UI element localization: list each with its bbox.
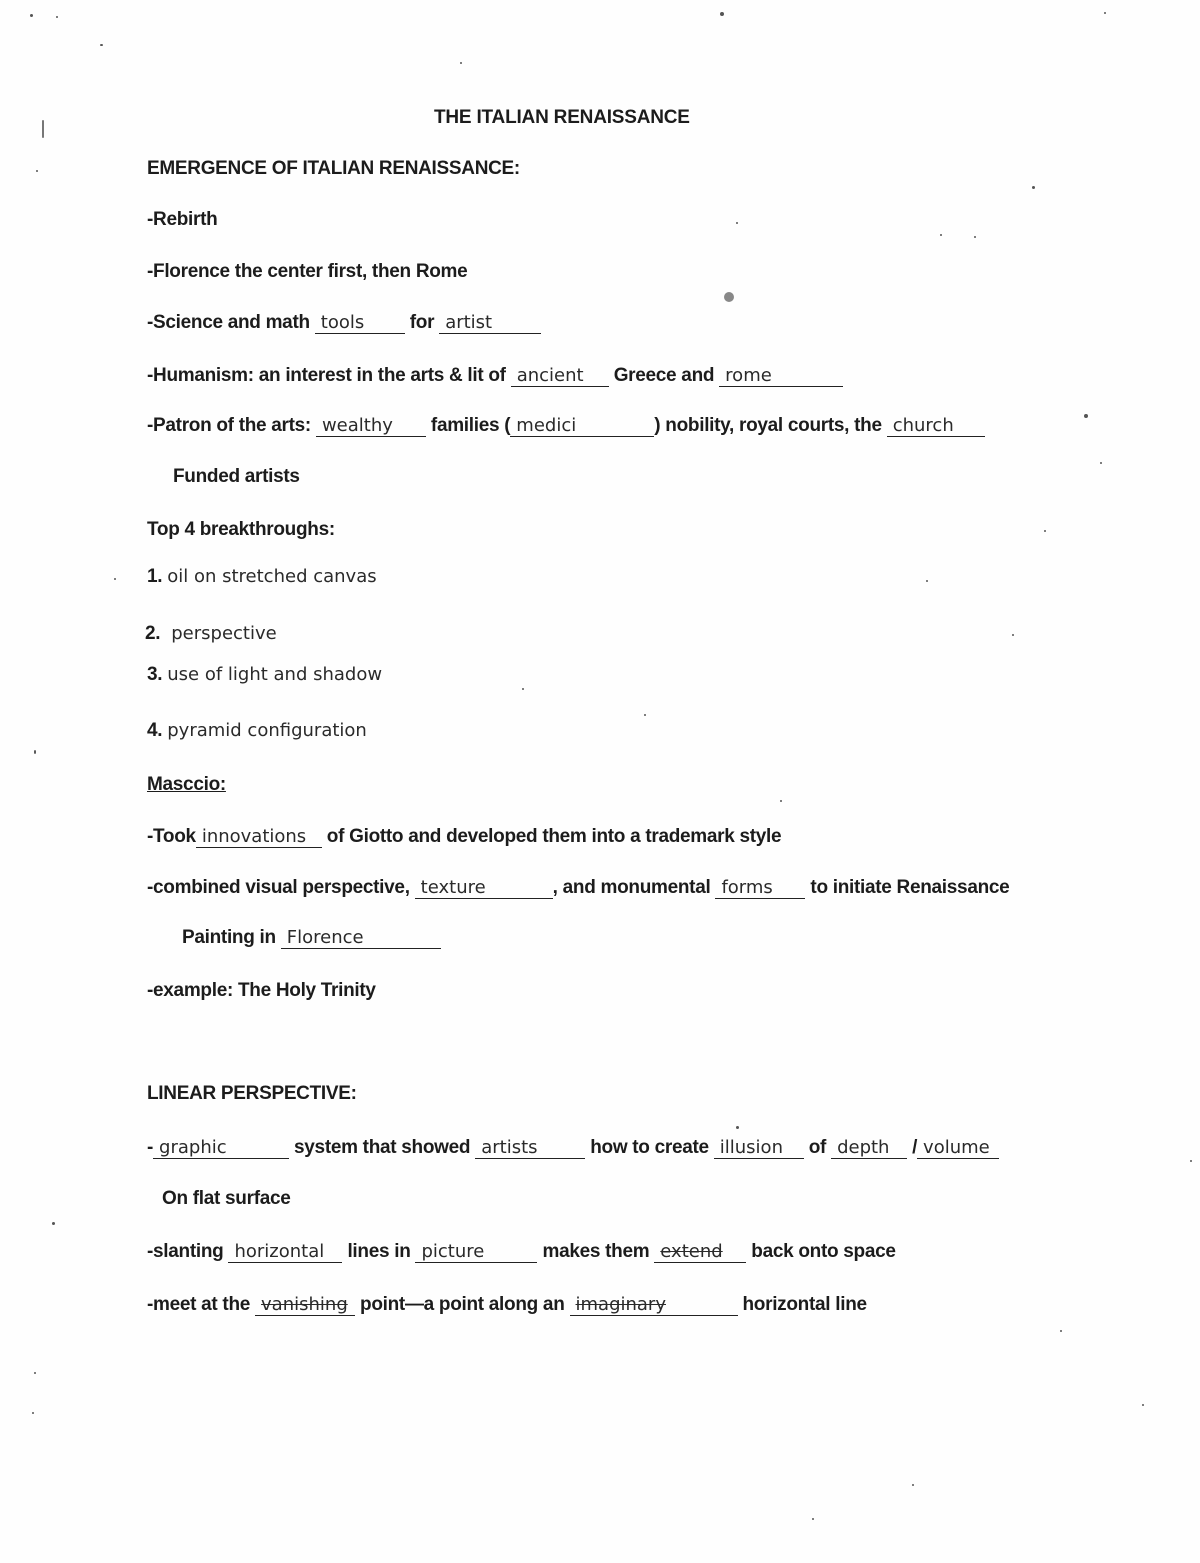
scan-speck — [1084, 414, 1088, 418]
science-text: -Science and math — [147, 312, 310, 333]
linear-line-2 — [147, 1241, 896, 1263]
linear-heading: LINEAR PERSPECTIVE: — [147, 1083, 357, 1104]
scan-speck — [30, 14, 33, 17]
science-blank-artist: artist — [439, 313, 541, 334]
painting-line — [182, 927, 441, 949]
combined-blank-texture: texture — [415, 878, 553, 899]
scan-speck — [1142, 1404, 1144, 1406]
l2-blank-picture: picture — [415, 1242, 537, 1263]
l3-blank-vanishing: vanishing — [255, 1295, 355, 1316]
science-mid: for — [409, 312, 435, 333]
patron-mid2: ) nobility, royal courts, the — [654, 415, 882, 436]
combined-post: to initiate Renaissance — [810, 877, 1010, 898]
linear-line-1-cont: On flat surface — [162, 1188, 291, 1209]
l2-blank-extend: extend — [654, 1242, 746, 1263]
took-post: of Giotto and developed them into a trademark style — [326, 826, 782, 847]
breakthrough-text: perspective — [171, 623, 277, 644]
took-blank-innovations: innovations — [196, 827, 322, 848]
scan-speck — [1190, 1160, 1192, 1162]
patron-blank-wealthy: wealthy — [316, 416, 426, 437]
breakthrough-item-3 — [147, 664, 382, 686]
breakthrough-num: 4. — [147, 720, 163, 741]
scan-speck — [100, 44, 103, 46]
scan-speck — [720, 12, 724, 16]
breakthrough-text: oil on stretched canvas — [167, 566, 377, 587]
l1-blank-depth: depth — [831, 1138, 907, 1159]
scan-speck — [926, 580, 928, 582]
humanism-text: -Humanism: an interest in the arts & lit of — [147, 365, 506, 386]
l1-mid2: how to create — [590, 1137, 709, 1158]
scan-speck — [780, 800, 782, 802]
breakthrough-num: 2. — [145, 623, 161, 644]
patron-blank-medici: medici — [510, 416, 654, 437]
combined-mid: , and monumental — [552, 877, 711, 898]
breakthrough-item-4 — [147, 720, 367, 742]
scan-speck — [52, 1222, 55, 1225]
patron-mid1: families ( — [430, 415, 511, 436]
scan-speck — [34, 750, 36, 754]
l1-blank-volume: volume — [917, 1138, 999, 1159]
breakthrough-item-1 — [147, 566, 377, 588]
scan-speck — [1104, 12, 1106, 14]
scan-speck — [114, 578, 116, 580]
linear-line-1 — [147, 1137, 999, 1159]
scan-speck — [1012, 634, 1014, 636]
l3-text: -meet at the — [147, 1294, 251, 1315]
linear-line-3 — [147, 1294, 867, 1316]
breakthrough-num: 1. — [147, 566, 163, 587]
scan-mark — [42, 120, 44, 138]
funded-line: Funded artists — [173, 466, 300, 487]
scan-speck — [812, 1518, 814, 1520]
breakthrough-item-2 — [145, 623, 277, 645]
scan-speck — [1044, 530, 1046, 532]
scan-speck — [736, 222, 738, 224]
l1-dash: - — [147, 1137, 154, 1158]
scan-speck — [522, 688, 524, 690]
combined-text: -combined visual perspective, — [147, 877, 410, 898]
l1-mid3: of — [808, 1137, 827, 1158]
l1-slash: / — [912, 1137, 918, 1158]
scan-speck — [724, 292, 734, 302]
l2-text: -slanting — [147, 1241, 224, 1262]
l1-blank-illusion: illusion — [714, 1138, 804, 1159]
masaccio-heading: Masccio: — [147, 774, 226, 795]
scan-speck — [1032, 186, 1035, 189]
scan-speck — [36, 170, 38, 172]
humanism-blank-rome: rome — [719, 366, 843, 387]
humanism-line — [147, 365, 843, 387]
took-text: -Took — [147, 826, 196, 847]
l2-post: back onto space — [751, 1241, 896, 1262]
scan-speck — [1060, 1330, 1062, 1332]
breakthrough-text: pyramid configuration — [167, 720, 367, 741]
patron-blank-church: church — [887, 416, 985, 437]
l1-blank-artists: artists — [475, 1138, 585, 1159]
scan-speck — [34, 1372, 36, 1374]
combined-blank-forms: forms — [715, 878, 805, 899]
science-line — [147, 312, 541, 334]
humanism-blank-ancient: ancient — [511, 366, 609, 387]
combined-line — [147, 877, 1009, 899]
emergence-heading: EMERGENCE OF ITALIAN RENAISSANCE: — [147, 158, 520, 179]
scan-speck — [736, 1126, 739, 1129]
painting-text: Painting in — [182, 927, 276, 948]
l3-blank-imaginary: imaginary — [570, 1295, 738, 1316]
took-line — [147, 826, 781, 848]
rebirth-line: -Rebirth — [147, 209, 218, 230]
scan-speck — [644, 714, 646, 716]
l3-mid: point—a point along an — [360, 1294, 565, 1315]
l1-blank-graphic: graphic — [153, 1138, 289, 1159]
scan-speck — [974, 236, 976, 238]
scan-speck — [940, 234, 942, 236]
patron-line — [147, 415, 985, 437]
breakthroughs-heading: Top 4 breakthroughs: — [147, 519, 335, 540]
breakthrough-num: 3. — [147, 664, 163, 685]
scan-speck — [56, 16, 58, 18]
painting-blank-florence: Florence — [281, 928, 441, 949]
science-blank-tools: tools — [315, 313, 405, 334]
scan-speck — [32, 1412, 34, 1414]
example-line: -example: The Holy Trinity — [147, 980, 376, 1001]
humanism-mid: Greece and — [613, 365, 715, 386]
l1-mid1: system that showed — [294, 1137, 471, 1158]
florence-line: -Florence the center first, then Rome — [147, 261, 468, 282]
l2-blank-horizontal: horizontal — [228, 1242, 342, 1263]
scan-speck — [912, 1484, 914, 1486]
l3-post: horizontal line — [742, 1294, 867, 1315]
l2-mid1: lines in — [347, 1241, 411, 1262]
scan-speck — [1100, 462, 1102, 464]
patron-text: -Patron of the arts: — [147, 415, 311, 436]
page-title: THE ITALIAN RENAISSANCE — [434, 107, 690, 128]
l2-mid2: makes them — [542, 1241, 650, 1262]
scan-speck — [460, 62, 462, 64]
breakthrough-text: use of light and shadow — [167, 664, 383, 685]
